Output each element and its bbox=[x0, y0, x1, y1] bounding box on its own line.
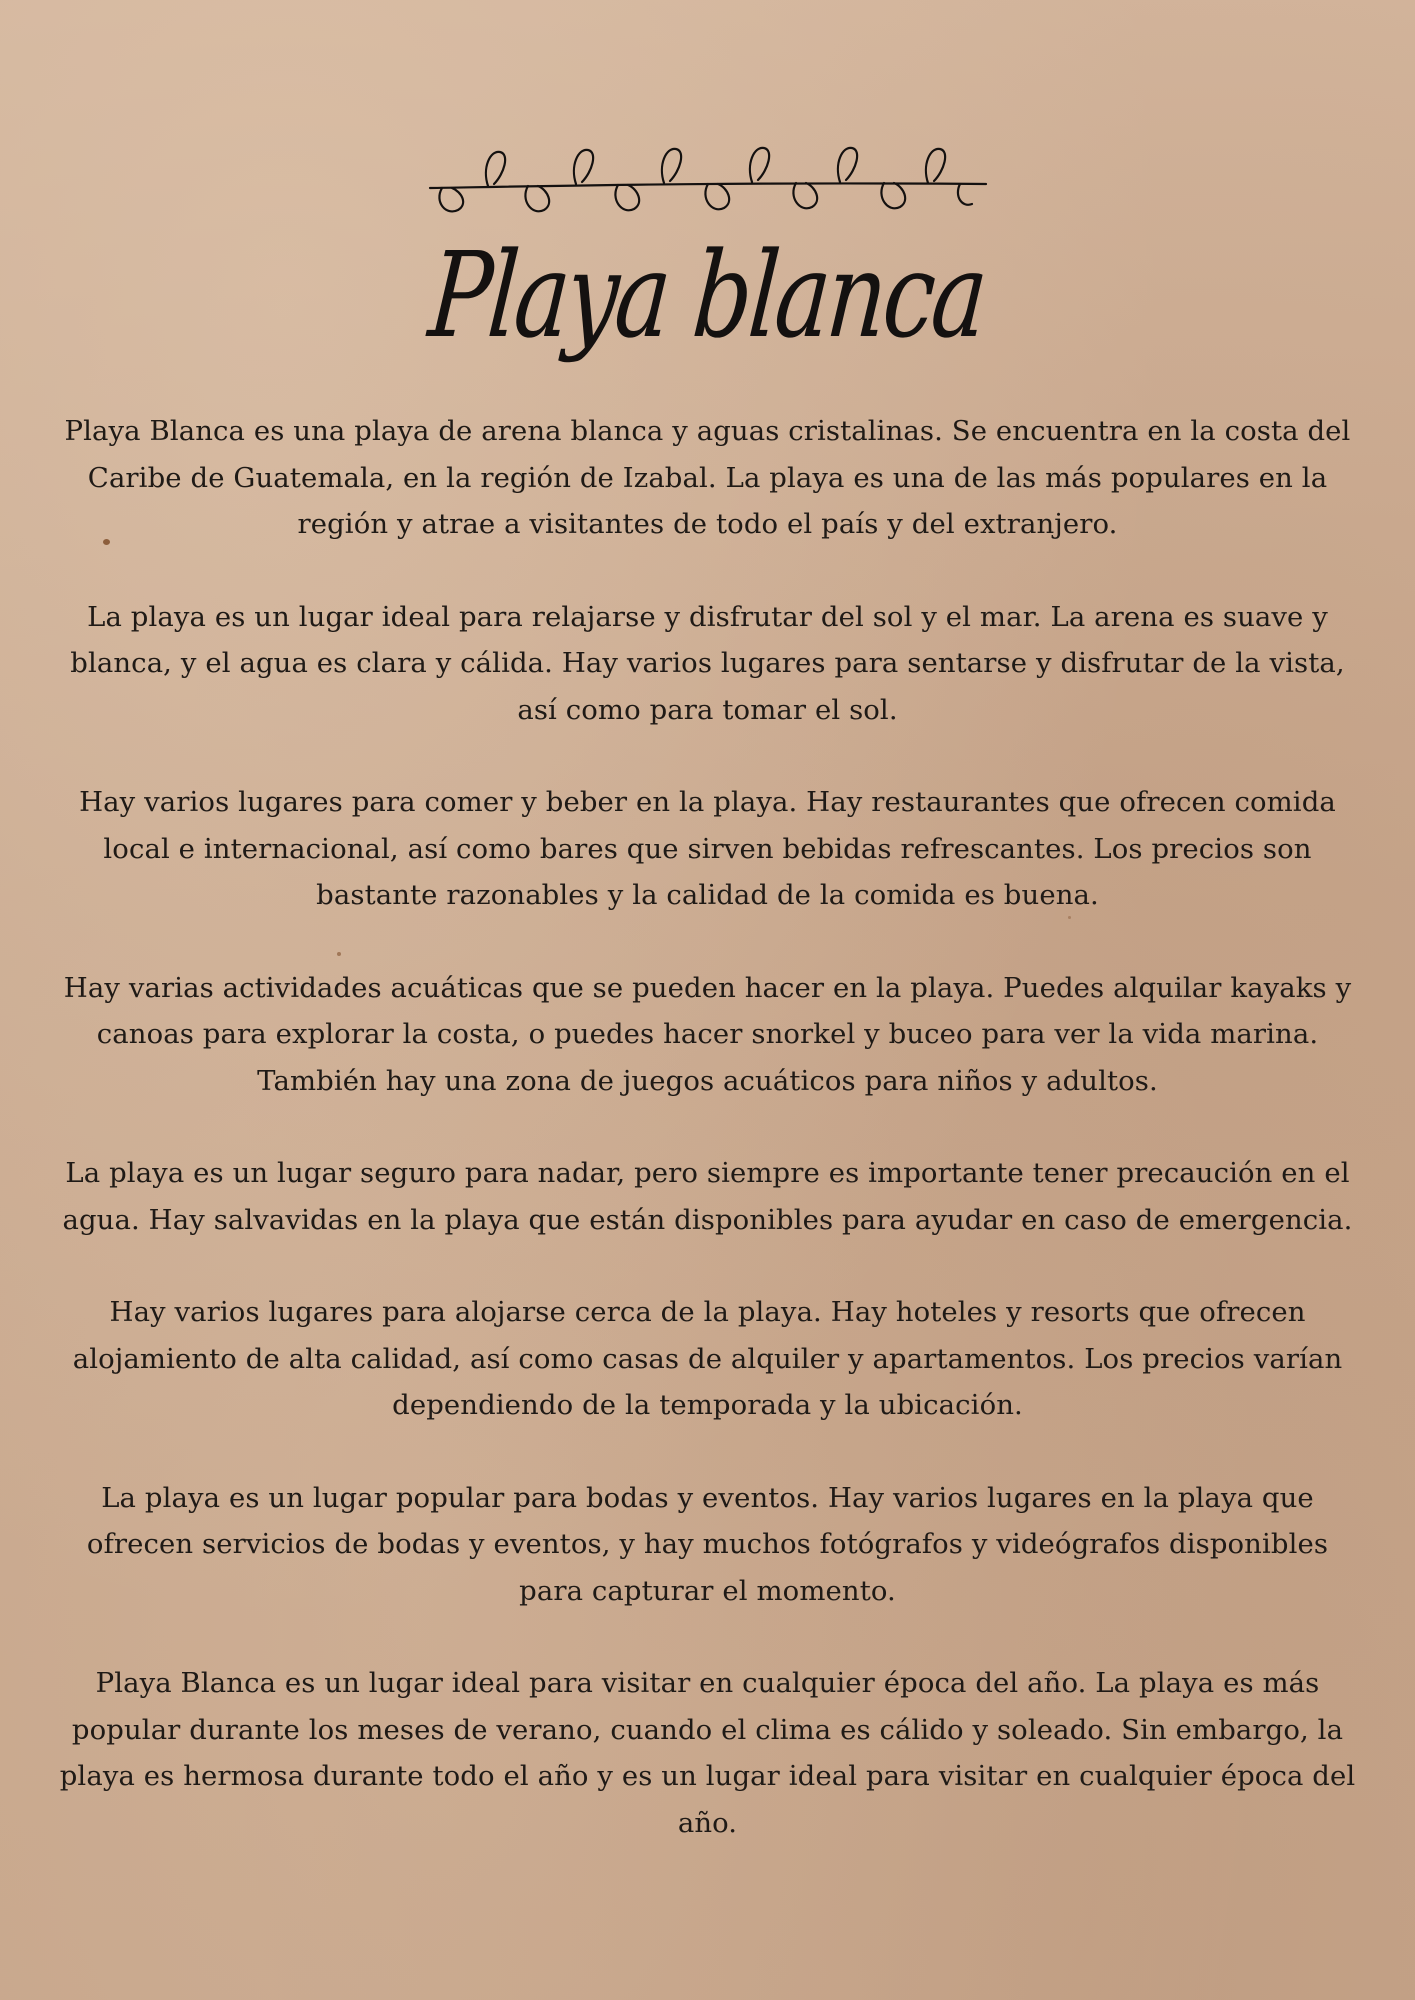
paragraph: La playa es un lugar seguro para nadar, pero siempre es importante tener precaución en el agua. Hay salvavidas en la playa que están disponibles para ayudar en caso de emergencia. bbox=[62, 1157, 1353, 1236]
paragraph: Hay varios lugares para alojarse cerca de la playa. Hay hoteles y resorts que ofrecen alojamiento de alta calidad, así como casas de alquiler y apartamentos. Los precios varían dependiendo de la temporada y la ubicación. bbox=[72, 1296, 1343, 1421]
page-title: Playa blanca bbox=[424, 226, 991, 364]
paragraph: Hay varios lugares para comer y beber en la playa. Hay restaurantes que ofrecen comida local e internacional, así como bares que sirven bebidas refrescantes. Los precios son bastante razonables y la calidad de la comida es buena. bbox=[79, 786, 1336, 911]
paragraph: La playa es un lugar ideal para relajarse y disfrutar del sol y el mar. La arena es suave y blanca, y el agua es clara y cálida. Hay varios lugares para sentarse y disfrutar de la vista, así como para tomar el sol. bbox=[70, 600, 1345, 726]
article-body bbox=[55, 408, 1360, 1892]
paragraph: La playa es un lugar popular para bodas y eventos. Hay varios lugares en la playa que ofrecen servicios de bodas y eventos, y hay muchos fotógrafos y videógrafos disponibles para capturar el momento. bbox=[86, 1481, 1329, 1607]
paragraph: Hay varias actividades acuáticas que se pueden hacer en la playa. Puedes alquilar kayaks y canoas para explorar la costa, o puedes hacer snorkel y buceo para ver la vida marina. También hay una zona de juegos acuáticos para niños y adultos. bbox=[63, 971, 1352, 1097]
paragraph: Playa Blanca es una playa de arena blanca y aguas cristalinas. Se encuentra en la costa del Caribe de Guatemala, en la región de Izabal. La playa es una de las más populares en la región y atrae a visitantes de todo el país y del extranjero. bbox=[64, 415, 1351, 540]
title-container bbox=[0, 215, 1415, 415]
paragraph: Playa Blanca es un lugar ideal para visitar en cualquier época del año. La playa es más popular durante los meses de verano, cuando el clima es cálido y soleado. Sin embargo, la playa es hermosa durante todo el año y es un lugar ideal para visitar en cualquier época del año. bbox=[59, 1667, 1356, 1839]
